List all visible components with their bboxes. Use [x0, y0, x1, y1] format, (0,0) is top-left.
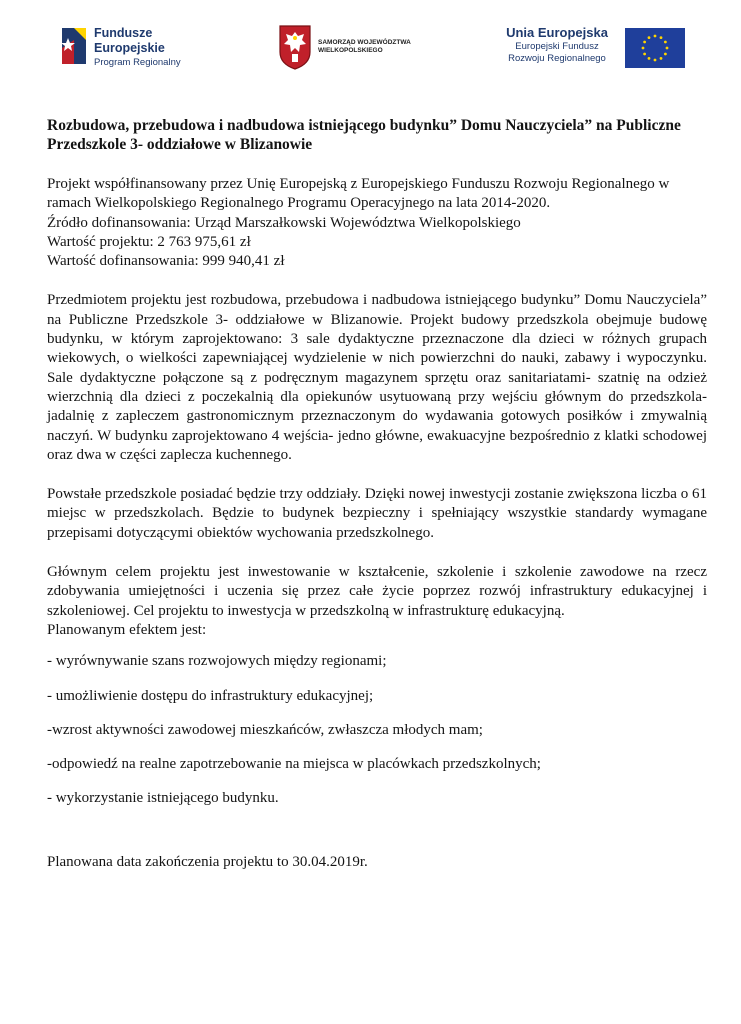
fundusze-europejskie-icon — [58, 26, 90, 66]
eu-flag-icon — [625, 28, 685, 68]
fundusze-line2: Europejskie — [94, 41, 165, 55]
eu-star-icon — [642, 47, 645, 50]
completion-date: Planowana data zakończenia projektu to 30.04.2019r. — [47, 853, 368, 870]
list-item: - umożliwienie dostępu do infrastruktury edukacyjnej; — [47, 687, 374, 704]
unia-line1: Unia Europejska — [506, 25, 608, 40]
logo-bar — [0, 18, 741, 80]
samorzad-line2: WIELKOPOLSKIEGO — [318, 47, 383, 54]
project-value: Wartość projektu: 2 763 975,61 zł — [47, 233, 251, 250]
unia-europejska-logo — [505, 22, 685, 74]
eu-star-icon — [648, 36, 651, 39]
project-description: Przedmiotem projektu jest rozbudowa, przebudowa i nadbudowa istniejącego budynku” Domu Nauczyciela” na Publiczne Przedszkole 3- oddziałowe w Blizanowie. Projekt budowy przedszkola obejmuje budowę budynku, w którym zaprojektowano: 3 sale dydaktyczne przeznaczone dla dzieci w różnych grupach wiekowych, o wielkości zapewniającej wydzielenie w nich powierzchni do nauki, zabawy i wypoczynku. Sale dydaktyczne połączone są z podręcznym magazynem sprzętu oraz sanitariatami- szatnię na odzież wierzchnią dla dzieci z poczekalnią dla opiekunów usytuowaną przy wejściu głównym do przedszkola- jadalnię z zapleczem gastronomicznym przeznaczonym do wydawania gotowych posiłków i zmywalnią naczyń. W budynku zaprojektowano 4 wejścia- jedno główne, ewakuacyjne bezpośrednio z klatki schodowej oraz dwa w części zaplecza kuchennego. — [47, 292, 707, 463]
eu-star-icon — [643, 41, 646, 44]
effects-list — [47, 652, 707, 808]
funding-source: Źródło dofinansowania: Urząd Marszałkowski Województwa Wielkopolskiego — [47, 214, 521, 231]
eu-star-icon — [643, 53, 646, 56]
unia-line3: Rozwoju Regionalnego — [508, 53, 606, 64]
eu-star-icon — [648, 57, 651, 60]
unia-line2: Europejski Fundusz — [515, 41, 599, 52]
eu-star-icon — [666, 47, 669, 50]
samorzad-line1: SAMORZĄD WOJEWÓDZTWA — [318, 39, 411, 46]
list-item: -wzrost aktywności zawodowej mieszkańców, zwłaszcza młodych mam; — [47, 721, 483, 738]
fundusze-line3: Program Regionalny — [94, 57, 181, 68]
list-item: -odpowiedź na realne zapotrzebowanie na miejsca w placówkach przedszkolnych; — [47, 756, 541, 773]
eu-star-icon — [664, 41, 667, 44]
eu-star-icon — [660, 36, 663, 39]
samorzad-logo — [278, 24, 428, 72]
funding-value: Wartość dofinansowania: 999 940,41 zł — [47, 253, 285, 270]
effects-intro: Planowanym efektem jest: — [47, 621, 207, 638]
list-item: - wyrównywanie szans rozwojowych między regionami; — [47, 653, 387, 670]
list-item: - wykorzystanie istniejącego budynku. — [47, 790, 279, 807]
eu-star-icon — [664, 53, 667, 56]
eagle-crest-icon — [278, 24, 312, 70]
project-info — [47, 175, 707, 271]
fundusze-europejskie-logo — [58, 22, 198, 74]
kindergarten-summary: Powstałe przedszkole posiadać będzie trzy oddziały. Dzięki nowej inwestycji zostanie zwiększona liczba o 61 miejsc w przedszkolach. Będzie to budynek bezpieczny i spełniający wszystkie standardy wymagane przepisami dotyczącymi obiektów wychowania przedszkolnego. — [47, 486, 707, 541]
eu-star-icon — [654, 59, 657, 62]
fundusze-line1: Fundusze — [94, 26, 153, 40]
eu-star-icon — [660, 57, 663, 60]
cofinancing-statement: Projekt współfinansowany przez Unię Europejską z Europejskiego Funduszu Rozwoju Regionalnego w ramach Wielkopolskiego Regionalnego Programu Operacyjnego na lata 2014-2020. — [47, 176, 670, 212]
eu-star-icon — [654, 35, 657, 38]
document-body — [47, 116, 707, 872]
document-title: Rozbudowa, przebudowa i nadbudowa istniejącego budynku” Domu Nauczyciela” na Publiczne Przedszkole 3- oddziałowe w Blizanowie — [47, 117, 681, 153]
project-goal: Głównym celem projektu jest inwestowanie w kształcenie, szkolenie i szkolenie zawodowe na rzecz zdobywania umiejętności i uczenia się przez całe życie poprzez rozwój infrastruktury edukacyjnej i szkoleniowej. Cel projektu to inwestycja w przedszkolną w infrastrukturę edukacyjną. — [47, 564, 707, 619]
